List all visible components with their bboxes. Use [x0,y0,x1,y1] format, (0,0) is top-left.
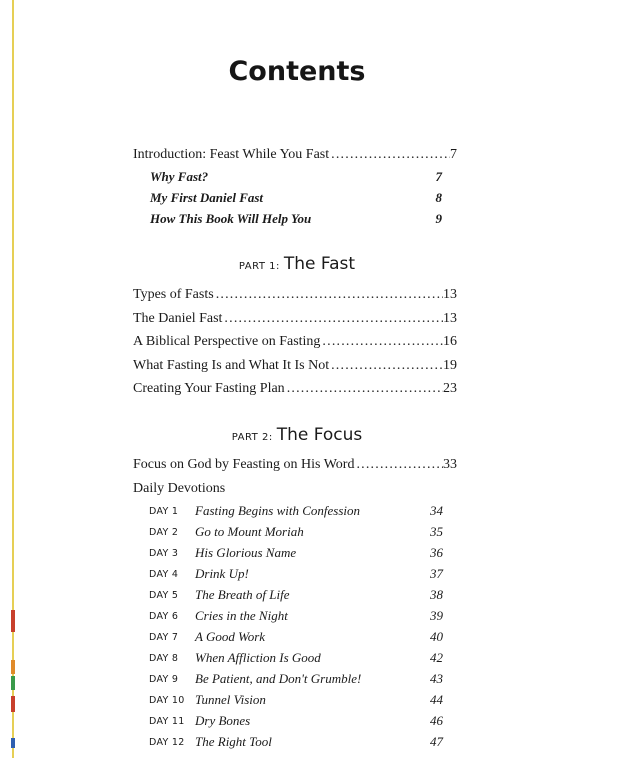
day-entry[interactable] [149,629,443,649]
day-title: When Affliction Is Good [195,650,321,665]
toc-subentry-page: 7 [435,169,442,184]
day-number: DAY 10 [149,695,185,706]
day-number: DAY 9 [149,674,179,685]
dot-leader [354,457,443,473]
day-number: DAY 12 [149,737,185,748]
toc-entry-page: 16 [443,334,457,349]
dot-leader [329,147,450,163]
part-name: The Focus [276,425,363,445]
day-title: Drink Up! [195,566,249,581]
day-entry[interactable] [149,608,443,628]
day-number: DAY 1 [149,506,179,517]
toc-subentry-page: 8 [435,190,442,205]
toc-subentry-page: 9 [435,211,442,226]
page-edge-line [12,0,14,758]
day-title: The Breath of Life [195,587,290,602]
part-2-heading [0,425,594,445]
toc-entry-label: Types of Fasts [133,287,214,302]
part-1-heading [0,254,594,274]
dot-leader [285,381,443,397]
page-edge-mark [11,660,15,674]
day-entry[interactable] [149,671,443,691]
day-number: DAY 4 [149,569,179,580]
dot-leader [222,311,443,327]
day-entry[interactable] [149,545,443,565]
day-title: Tunnel Vision [195,692,266,707]
dot-leader [329,358,443,374]
daily-devotions-heading: Daily Devotions [133,481,226,496]
day-page: 47 [430,734,443,749]
day-entry[interactable] [149,503,443,523]
day-entry[interactable] [149,734,443,754]
day-page: 37 [430,566,443,581]
day-title: Go to Mount Moriah [195,524,304,539]
day-page: 34 [430,503,443,518]
day-page: 42 [430,650,443,665]
day-number: DAY 5 [149,590,179,601]
toc-entry-label: What Fasting Is and What It Is Not [133,358,330,373]
day-title: Dry Bones [195,713,251,728]
part-label: PART 1: [238,261,280,272]
day-page: 46 [430,713,443,728]
day-page: 36 [430,545,443,560]
toc-entry[interactable] [133,334,457,354]
toc-subentry[interactable] [150,169,442,185]
day-number: DAY 7 [149,632,179,643]
day-entry[interactable] [149,692,443,712]
toc-entry-label: The Daniel Fast [133,311,223,326]
toc-subentry-label: My First Daniel Fast [150,190,264,205]
day-number: DAY 2 [149,527,179,538]
page-edge-mark [11,610,15,632]
toc-entry-focus[interactable] [133,457,457,477]
toc-subentry-label: How This Book Will Help You [150,211,312,226]
day-title: A Good Work [195,629,266,644]
toc-entry[interactable] [133,381,457,401]
contents-title: Contents [228,56,366,87]
day-title: Cries in the Night [195,608,288,623]
toc-entry-introduction[interactable] [133,147,457,167]
day-number: DAY 8 [149,653,179,664]
toc-subentry[interactable] [150,211,442,227]
page-edge-mark [11,696,15,712]
page-edge-mark [11,738,15,748]
toc-subentry[interactable] [150,190,442,206]
day-page: 43 [430,671,443,686]
toc-entry[interactable] [133,358,457,378]
toc-entry-label: A Biblical Perspective on Fasting [133,334,321,349]
toc-entry-page: 23 [443,381,457,396]
day-entry[interactable] [149,566,443,586]
part-name: The Fast [283,254,356,274]
toc-entry-page: 7 [450,147,457,162]
toc-entry-page: 19 [443,358,457,373]
part-label: PART 2: [231,432,273,443]
day-page: 40 [430,629,443,644]
day-title: The Right Tool [195,734,272,749]
dot-leader [214,287,443,303]
page-edge-mark [11,676,15,690]
toc-entry-page: 13 [443,287,457,302]
day-entry[interactable] [149,587,443,607]
day-page: 35 [430,524,443,539]
day-number: DAY 11 [149,716,185,727]
day-entry[interactable] [149,524,443,544]
toc-entry-label: Focus on God by Feasting on His Word [133,457,355,472]
day-page: 38 [430,587,443,602]
toc-entry-page: 13 [443,311,457,326]
toc-entry-page: 33 [443,457,457,472]
day-number: DAY 3 [149,548,179,559]
day-title: Fasting Begins with Confession [195,503,361,518]
toc-subentry-label: Why Fast? [150,169,209,184]
day-page: 39 [430,608,443,623]
day-page: 44 [430,692,443,707]
day-title: His Glorious Name [195,545,297,560]
day-entry[interactable] [149,713,443,733]
day-title: Be Patient, and Don't Grumble! [195,671,362,686]
dot-leader [320,334,443,350]
day-number: DAY 6 [149,611,179,622]
day-entry[interactable] [149,650,443,670]
toc-entry-label: Creating Your Fasting Plan [133,381,285,396]
toc-entry[interactable] [133,311,457,331]
toc-entry-label: Introduction: Feast While You Fast [133,147,330,162]
toc-entry[interactable] [133,287,457,307]
